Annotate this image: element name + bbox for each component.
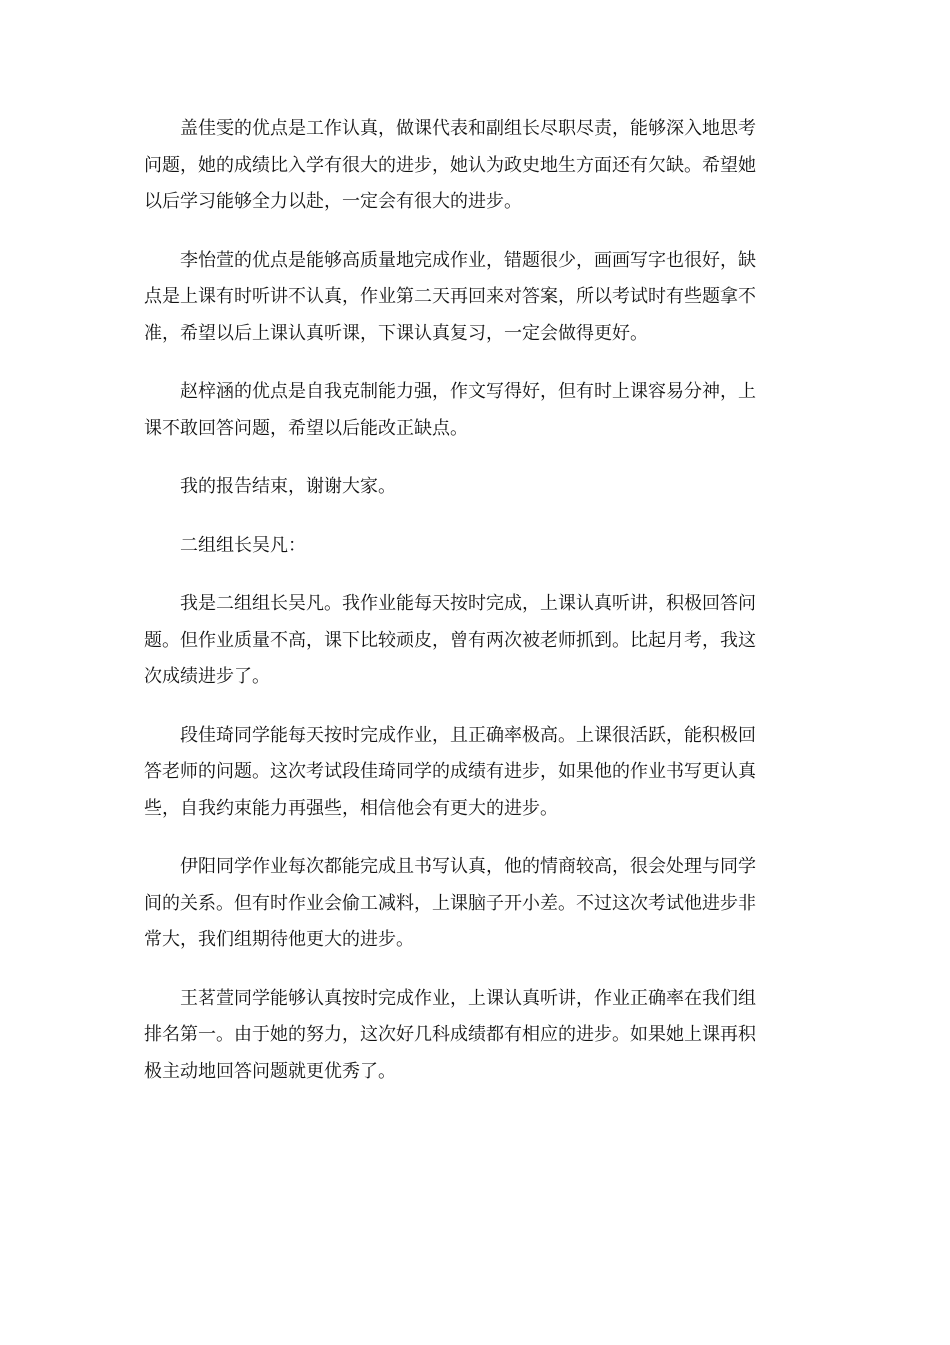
paragraph-report-end: 我的报告结束，谢谢大家。 [180, 476, 396, 497]
document-body [144, 111, 756, 1112]
paragraph-wu-fan: 我是二组组长吴凡。我作业能每天按时完成，上课认真听讲，积极回答问题。但作业质量不高，课下比较顽皮，曾有两次被老师抓到。比起月考，我这次成绩进步了。 [144, 593, 756, 687]
paragraph-wang-mingxuan: 王茗萱同学能够认真按时完成作业，上课认真听讲，作业正确率在我们组排名第一。由于她的努力，这次好几科成绩都有相应的进步。如果她上课再积极主动地回答问题就更优秀了。 [144, 987, 756, 1082]
paragraph-zhao-zihan: 赵梓涵的优点是自我克制能力强，作文写得好，但有时上课容易分神，上课不敢回答问题，希望以后能改正缺点。 [144, 381, 756, 439]
paragraph-group2-heading: 二组组长吴凡： [180, 534, 306, 556]
paragraph-li-yixuan: 李怡萱的优点是能够高质量地完成作业，错题很少，画画写字也很好，缺点是上课有时听讲不认真，作业第二天再回来对答案，所以考试时有些题拿不准，希望以后上课认真听课，下课认真复习，一定会做得更好。 [144, 249, 756, 344]
paragraph-duan-jiaqi: 段佳琦同学能每天按时完成作业，且正确率极高。上课很活跃，能积极回答老师的问题。这次考试段佳琦同学的成绩有进步，如果他的作业书写更认真些，自我约束能力再强些，相信他会有更大的进步。 [144, 724, 756, 819]
paragraph-yi-yang: 伊阳同学作业每次都能完成且书写认真，他的情商较高，很会处理与同学间的关系。但有时作业会偷工减料，上课脑子开小差。不过这次考试他进步非常大，我们组期待他更大的进步。 [144, 856, 756, 950]
paragraph-gai-jiawen: 盖佳雯的优点是工作认真，做课代表和副组长尽职尽责，能够深入地思考问题，她的成绩比入学有很大的进步，她认为政史地生方面还有欠缺。希望她以后学习能够全力以赴，一定会有很大的进步。 [144, 118, 756, 212]
